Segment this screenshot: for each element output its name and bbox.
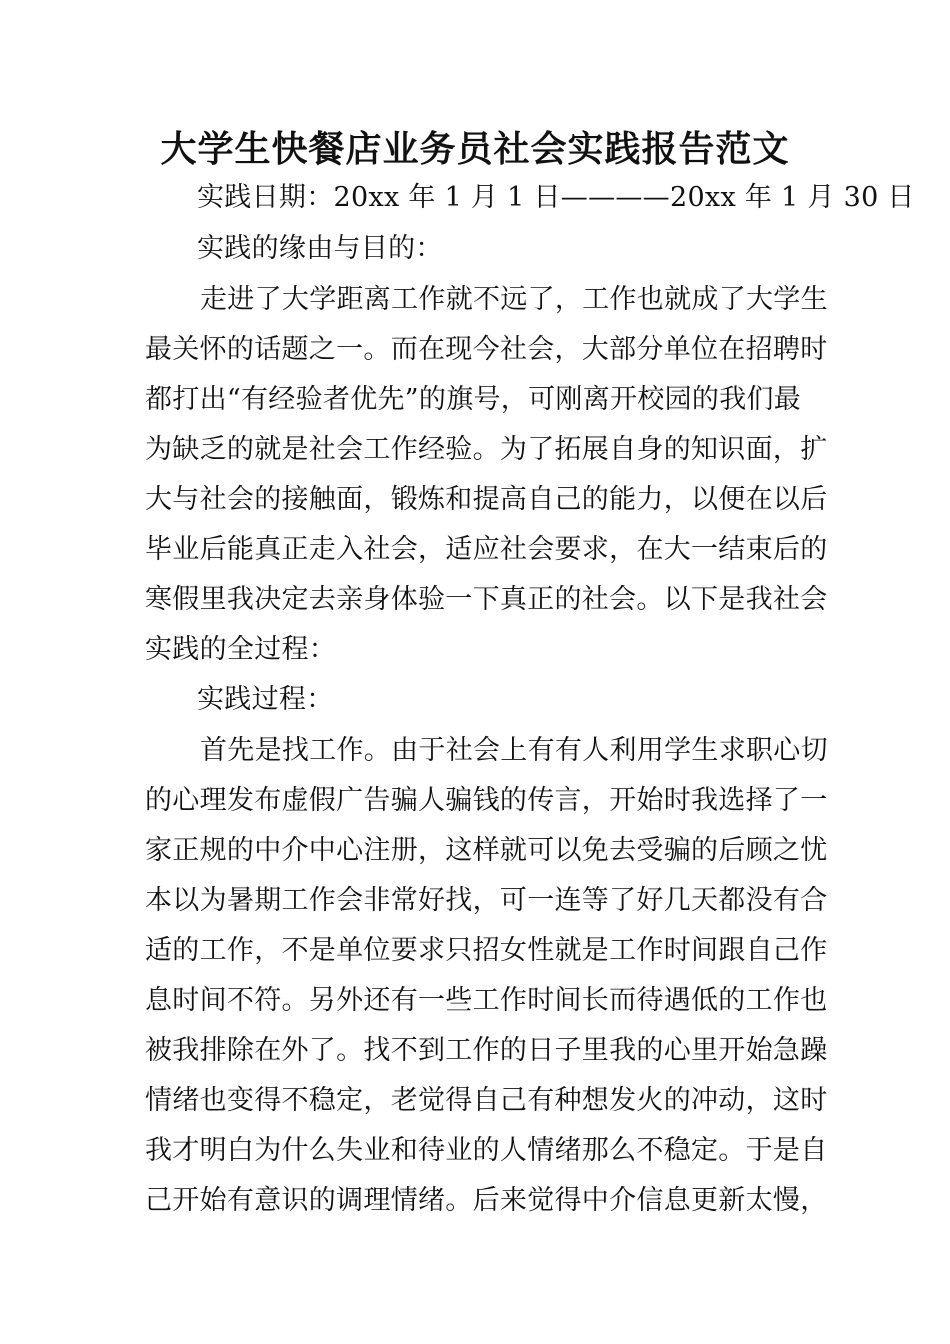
paragraph-line: 被我排除在外了。找不到工作的日子里我的心里开始急躁 [145,1035,828,1066]
paragraph-line: 我才明白为什么失业和待业的人情绪那么不稳定。于是自 [145,1135,828,1166]
document-title: 大学生快餐店业务员社会实践报告范文 [160,129,790,170]
paragraph-line: 首先是找工作。由于社会上有有人利用学生求职心切 [200,735,828,766]
paragraph-line: 己开始有意识的调理情绪。后来觉得中介信息更新太慢， [145,1185,828,1216]
section-heading-process: 实践过程： [197,684,334,715]
paragraph-line: 为缺乏的就是社会工作经验。为了拓展自身的知识面，扩 [145,434,828,465]
paragraph-line: 毕业后能真正走入社会，适应社会要求，在大一结束后的 [145,534,828,565]
paragraph-line: 走进了大学距离工作就不远了，工作也就成了大学生 [200,284,828,315]
paragraph-line: 适的工作，不是单位要求只招女性就是工作时间跟自己作 [145,935,828,966]
paragraph-line: 情绪也变得不稳定，老觉得自己有种想发火的冲动，这时 [145,1085,828,1116]
paragraph-line: 寒假里我决定去亲身体验一下真正的社会。以下是我社会 [145,584,828,615]
paragraph-line: 本以为暑期工作会非常好找，可一连等了好几天都没有合 [145,885,828,916]
paragraph-line: 实践的全过程： [145,634,337,665]
paragraph-line: 大与社会的接触面，锻炼和提高自己的能力，以便在以后 [145,484,828,515]
paragraph-line: 的心理发布虚假广告骗人骗钱的传言，开始时我选择了一 [145,785,828,816]
practice-date-line: 实践日期：20xx 年 1 月 1 日————20xx 年 1 月 30 日 [197,182,915,213]
paragraph-line: 息时间不符。另外还有一些工作时间长而待遇低的工作也 [145,985,828,1016]
paragraph-line: 都打出“有经验者优先”的旗号，可刚离开校园的我们最 [145,384,802,415]
paragraph-line: 家正规的中介中心注册，这样就可以免去受骗的后顾之忧 [145,835,828,866]
section-heading-purpose: 实践的缘由与目的： [197,233,443,264]
paragraph-line: 最关怀的话题之一。而在现今社会，大部分单位在招聘时 [145,334,828,365]
